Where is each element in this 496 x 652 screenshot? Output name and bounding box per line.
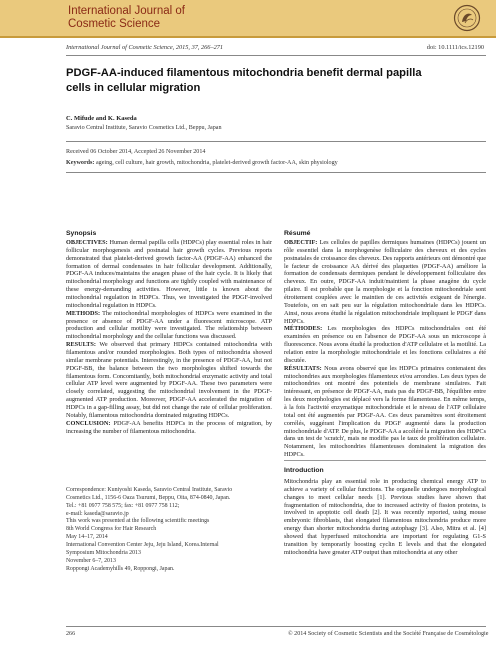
correspondence-line: Correspondence: Kuniyoshi Kaseda, Saravio Central Institute, Saravio xyxy=(66,487,233,493)
article-title-line1: PDGF-AA-induced filamentous mitochondria benefit dermal papilla xyxy=(66,67,422,79)
correspondence-line: Cosmetics Ltd., 1156-6 Oaza Tsurumi, Beppu, Oita, 874-0840, Japan. xyxy=(66,494,231,501)
journal-name-line2: Cosmetic Science xyxy=(68,17,161,30)
footer-divider xyxy=(66,626,486,627)
synopsis-heading: Synopsis xyxy=(66,230,97,237)
correspondence-block xyxy=(66,487,272,573)
resume-objectif xyxy=(284,239,486,325)
correspondence-email[interactable]: e-mail: kaseda@saravio.jp xyxy=(66,510,129,517)
keywords-text: ageing, cell culture, hair growth, mitochondria, platelet-derived growth factor-AA, skin physiology xyxy=(94,160,338,166)
article-dates: Received 06 October 2014, Accepted 26 November 2014 xyxy=(66,149,206,155)
resume-section xyxy=(284,229,486,459)
keywords-divider xyxy=(66,172,486,173)
introduction-heading: Introduction xyxy=(284,467,324,474)
doi-link[interactable]: doi: 10.1111/ics.12190 xyxy=(426,44,484,51)
resume-resultats xyxy=(284,365,486,459)
synopsis-objectives-text: Human dermal papilla cells (HDPCs) play essential roles in hair follicular morphogenesis and postnatal hair growth cycles. Previous reports demonstrated that platelet-derived growth factor-AA (PDGF-AA) enhanced the formation of dermal condensates in hair follicular development. Additionally, PDGF-AA induces/maintains the anagen phase of the hair cycle. It is likely that mitochondrial morphology and functions are tightly coupled with maintenance of these energy-demanding activities. However, little is known about the mitochondrial regulation in HDPCs. Thus, we investigated the PDGF-involved mitochondrial regulation in HDPCs. xyxy=(66,239,272,309)
resume-heading: Résumé xyxy=(284,230,311,237)
resume-methodes xyxy=(284,325,486,364)
synopsis-methods-text: The mitochondrial morphologies of HDPCs were examined in the presence or absence of PDGF-AA under a fluorescent microscope. ATP production and cellular motility were investigated. The relationship between mitochondrial morphology and the cellular functions was discussed. xyxy=(66,309,272,341)
synopsis-methods-label: METHODS: xyxy=(66,309,101,317)
correspondence-line: International Convention Center Jeju, Jeju Island, Korea.Internal xyxy=(66,542,219,549)
header-divider xyxy=(66,55,486,56)
correspondence-line: 8th World Congress for Hair Research xyxy=(66,526,157,533)
authors: C. Mifude and K. Kaseda xyxy=(66,115,137,122)
correspondence-line: Tel.: +81 0977 758 575; fax: +81 0977 758 112; xyxy=(66,502,180,509)
copyright: © 2014 Society of Cosmetic Scientists and the Société Française de Cosmétologie xyxy=(288,631,489,637)
correspondence-line: Symposium Mitochondria 2013 xyxy=(66,549,141,556)
journal-name xyxy=(68,5,185,30)
resume-methodes-text: Les morphologies des HDPCs mitochondriales ont été examinées en présence ou en l'absence de PDGF-AA sous un microscope à fluorescence. Nous avons étudié la production d'ATP cellulaire et la motilité. La relation entre la morphologie mitochondriale et les fonctions cellulaires a été discutée. xyxy=(284,325,486,364)
article-title xyxy=(66,66,486,95)
resume-resultats-label: RÉSULTATS: xyxy=(284,364,322,372)
synopsis-objectives-label: OBJECTIVES: xyxy=(66,239,108,246)
journal-name-line1: International Journal of xyxy=(68,5,185,17)
resume-objectif-text: Les cellules de papilles dermiques humaines (HDPCs) jouent un rôle essentiel dans la morphogenèse folliculaire des cheveux et des cycles postnatales de croissance des cheveux. Des rapports antérieurs ont démontré que le facteur de croissance AA dérivé des plaquettes (PDGF-AA) améliore la formation de condensats dermiques pendant le développement folliculaire des cheveux. En outre, PDGF-AA induit/maintient la phase anagène du cycle pilaire. Il est probable que la morphologie et la fonction mitochondriale sont étroitement couplées avec le maintien de ces activités exigeant de l'énergie. Toutefois, on en sait peu sur la régulation mitochondriale dans les HDPCs. Ainsi, nous avons étudié la régulation mitochondriale impliquant le PDGF dans HDPCs. xyxy=(284,239,486,325)
introduction-text: Mitochondria play an essential role in producing chemical energy ATP to achieve a variety of cellular functions. The organelle undergoes morphological changes to meet cellular needs [1]. Previous studies have shown that fragmentation of mitochondria, due to increased activity of fission proteins, is involved in apoptotic cell death [2]. It was recently reported, using mouse embryonic fibroblasts, that elongated filamentous mitochondria produce more energy than shorter mitochondria during autophagy [3]. Also, Mitra et al. [4] showed that hyperfused mitochondria are important for regulating G1-S transition by temporarily boosting cyclin E levels and that the elongated mitochondria have greater ATP output than mitochondria at any other xyxy=(284,478,486,556)
resume-methodes-label: MÉTHODES: xyxy=(284,325,323,333)
resume-resultats-text: Nous avons observé que les HDPCs primaires contenaient des mitochondries aux morphologies filamenteux et/ou arrondies. Les deux types de mitochondries ont montré des potentiels de membrane similaires. Fait intéressant, en présence de PDGF-AA, mais pas du PDGF-BB, l'équilibre entre les deux morphologies est déplacé vers la forme filamenteuse. En même temps, à la fois l'activité enzymatique mitochondriale et le niveau de l'ATP cellulaire total ont été augmentés par PDGF-AA. Ces deux paramètres sont étroitement corrélés, suggérant l'implication du PDGF augmenté dans la production mitochondriale d'ATP. De plus, le PDGF-AA a accéléré la migration des HDPCs dans un test de 'scratch', mais ne modifie pas le taux de prolifération cellulaire. Notamment, les mitochondries filamenteuses dominaient la migration des HDPCs. xyxy=(284,364,486,459)
meta-divider xyxy=(66,141,486,142)
introduction-divider xyxy=(284,460,486,461)
journal-banner xyxy=(0,0,496,36)
banner-divider xyxy=(0,36,496,38)
synopsis-methods xyxy=(66,310,272,341)
synopsis-objectives xyxy=(66,239,272,310)
keywords xyxy=(66,160,486,166)
correspondence-line: This work was presented at the following scientific meetings xyxy=(66,518,210,525)
synopsis-conclusion xyxy=(66,420,272,436)
synopsis-results-text: We observed that primary HDPCs contained mitochondria with filamentous and/or rounded morphologies. Both types of mitochondria showed similar membrane potentials. Interestingly, in the presence of PDGF-AA, but not PDGF-BB, the balance between the two morphologies shifted towards the filamentous form. Concomitantly, both mitochondrial enzymatic activity and total cellular ATP level were augmented by PDGF-AA. These two parameters were closely correlated, suggesting the mitochondrial involvement in the PDGF-augmented ATP production. Moreover, PDGF-AA accelerated the migration of HDPCs in a gap-filling assay, but did not change the rate of cellular proliferation. Notably, filamentous mitochondria dominated migrating HDPCs. xyxy=(66,341,272,419)
journal-citation: International Journal of Cosmetic Science, 2015, 37, 266–271 xyxy=(66,44,224,51)
synopsis-conclusion-text: PDGF-AA benefits HDPCs in the process of migration, by increasing the number of filamentous mitochondria. xyxy=(66,419,272,435)
keywords-label: Keywords: xyxy=(66,160,95,166)
article-title-line2: cells in cellular migration xyxy=(66,81,201,94)
society-logo-icon xyxy=(453,4,481,32)
synopsis-section xyxy=(66,229,272,435)
resume-objectif-label: OBJECTIF: xyxy=(284,239,318,246)
synopsis-conclusion-label: CONCLUSION: xyxy=(66,419,111,427)
correspondence-line: November 6–7, 2013 xyxy=(66,557,116,564)
synopsis-results xyxy=(66,341,272,420)
affiliation: Saravio Central Institute, Saravio Cosmetics Ltd., Beppu, Japan xyxy=(66,125,222,131)
page-number: 266 xyxy=(66,631,76,637)
correspondence-line: May 14–17, 2014 xyxy=(66,534,108,541)
correspondence-line: Roppongi Academyhills 49, Roppongi, Japan. xyxy=(66,565,175,572)
synopsis-results-label: RESULTS: xyxy=(66,341,96,349)
